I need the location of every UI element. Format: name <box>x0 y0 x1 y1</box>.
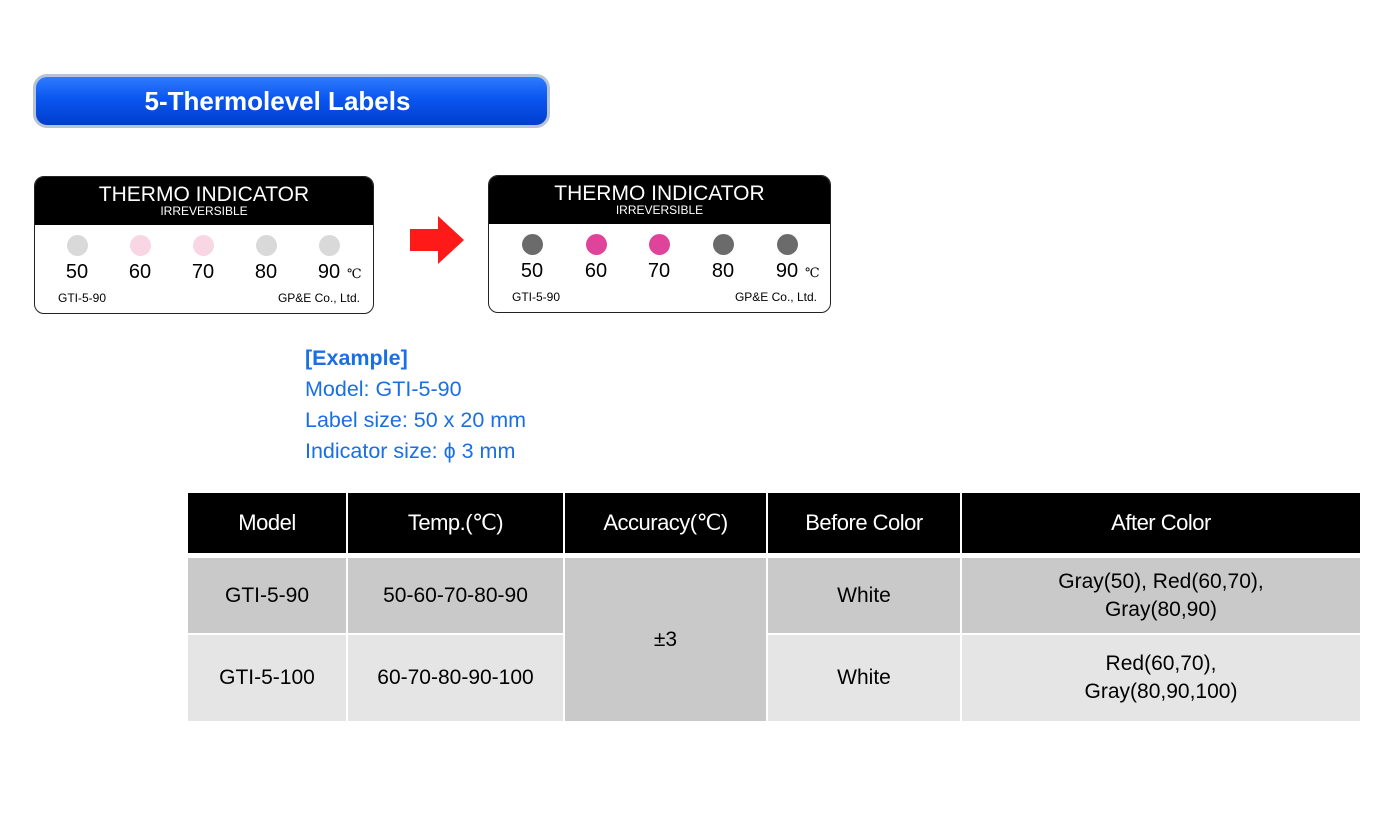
cell-after-color <box>961 556 1360 635</box>
indicator-dot <box>319 235 340 256</box>
after-color-line: Red(60,70), <box>1105 652 1217 675</box>
indicator-dot <box>256 235 277 256</box>
example-indicator-size: Indicator size: ϕ 3 mm <box>305 439 516 463</box>
col-header-before-color: Before Color <box>767 493 961 556</box>
label-maker: GP&E Co., Ltd. <box>734 290 817 304</box>
label-header <box>489 176 830 224</box>
table-row <box>188 556 1360 635</box>
label-before <box>34 176 374 314</box>
temp-unit: ℃ <box>347 267 362 282</box>
temp-label: 60 <box>584 260 608 282</box>
indicator-dot <box>130 235 151 256</box>
temp-unit: ℃ <box>805 266 820 281</box>
cell-temp: 50-60-70-80-90 <box>347 556 564 635</box>
label-model: GTI-5-90 <box>58 291 107 305</box>
right-arrow-icon <box>410 216 464 264</box>
table-row <box>188 634 1360 722</box>
temperature-scale <box>35 261 373 285</box>
label-maker: GP&E Co., Ltd. <box>277 291 360 305</box>
temp-label: 50 <box>520 260 544 282</box>
indicator-dots <box>489 234 830 258</box>
col-header-accuracy: Accuracy(℃) <box>564 493 767 556</box>
table-header-row <box>188 493 1360 556</box>
temp-label: 60 <box>128 261 152 283</box>
indicator-dot <box>586 234 607 255</box>
label-after <box>488 175 831 313</box>
temp-label: 50 <box>65 261 89 283</box>
label-model: GTI-5-90 <box>512 290 561 304</box>
temp-label: 90 <box>775 260 799 282</box>
cell-before-color: White <box>767 556 961 635</box>
indicator-dot <box>649 234 670 255</box>
col-header-temp: Temp.(℃) <box>347 493 564 556</box>
example-heading: [Example] <box>305 346 408 370</box>
label-header-subtitle: IRREVERSIBLE <box>615 203 704 217</box>
temp-label: 90 <box>317 261 341 283</box>
after-color-line: Gray(80,90) <box>1104 597 1218 621</box>
spec-table <box>188 493 1360 723</box>
cell-after-color <box>961 634 1360 722</box>
label-header-subtitle: IRREVERSIBLE <box>160 204 248 218</box>
indicator-dot <box>713 234 734 255</box>
example-block <box>305 343 526 467</box>
cell-model: GTI-5-100 <box>188 634 347 722</box>
temp-label: 80 <box>254 261 278 283</box>
after-color-line: Gray(50), Red(60,70), <box>1058 569 1264 593</box>
indicator-dot <box>193 235 214 256</box>
temp-label: 70 <box>647 260 671 282</box>
indicator-dots <box>35 235 373 259</box>
temp-label: 70 <box>191 261 215 283</box>
section-title: 5-Thermolevel Labels <box>144 85 411 116</box>
cell-before-color: White <box>767 634 961 722</box>
indicator-dot <box>67 235 88 256</box>
indicator-dot <box>522 234 543 255</box>
col-header-after-color: After Color <box>961 493 1360 556</box>
col-header-model: Model <box>188 493 347 556</box>
temp-label: 80 <box>711 260 735 282</box>
indicator-dot <box>777 234 798 255</box>
section-title-banner <box>33 74 550 128</box>
label-header-title: THERMO INDICATOR <box>98 183 310 206</box>
label-header-title: THERMO INDICATOR <box>554 182 765 205</box>
after-color-line: Gray(80,90,100) <box>1084 680 1238 703</box>
cell-model: GTI-5-90 <box>188 556 347 635</box>
label-header <box>35 177 373 225</box>
example-label-size: Label size: 50 x 20 mm <box>305 408 527 432</box>
cell-temp: 60-70-80-90-100 <box>347 634 564 722</box>
example-model: Model: GTI-5-90 <box>305 377 462 401</box>
temperature-scale <box>489 260 830 284</box>
cell-accuracy: ±3 <box>564 556 767 723</box>
